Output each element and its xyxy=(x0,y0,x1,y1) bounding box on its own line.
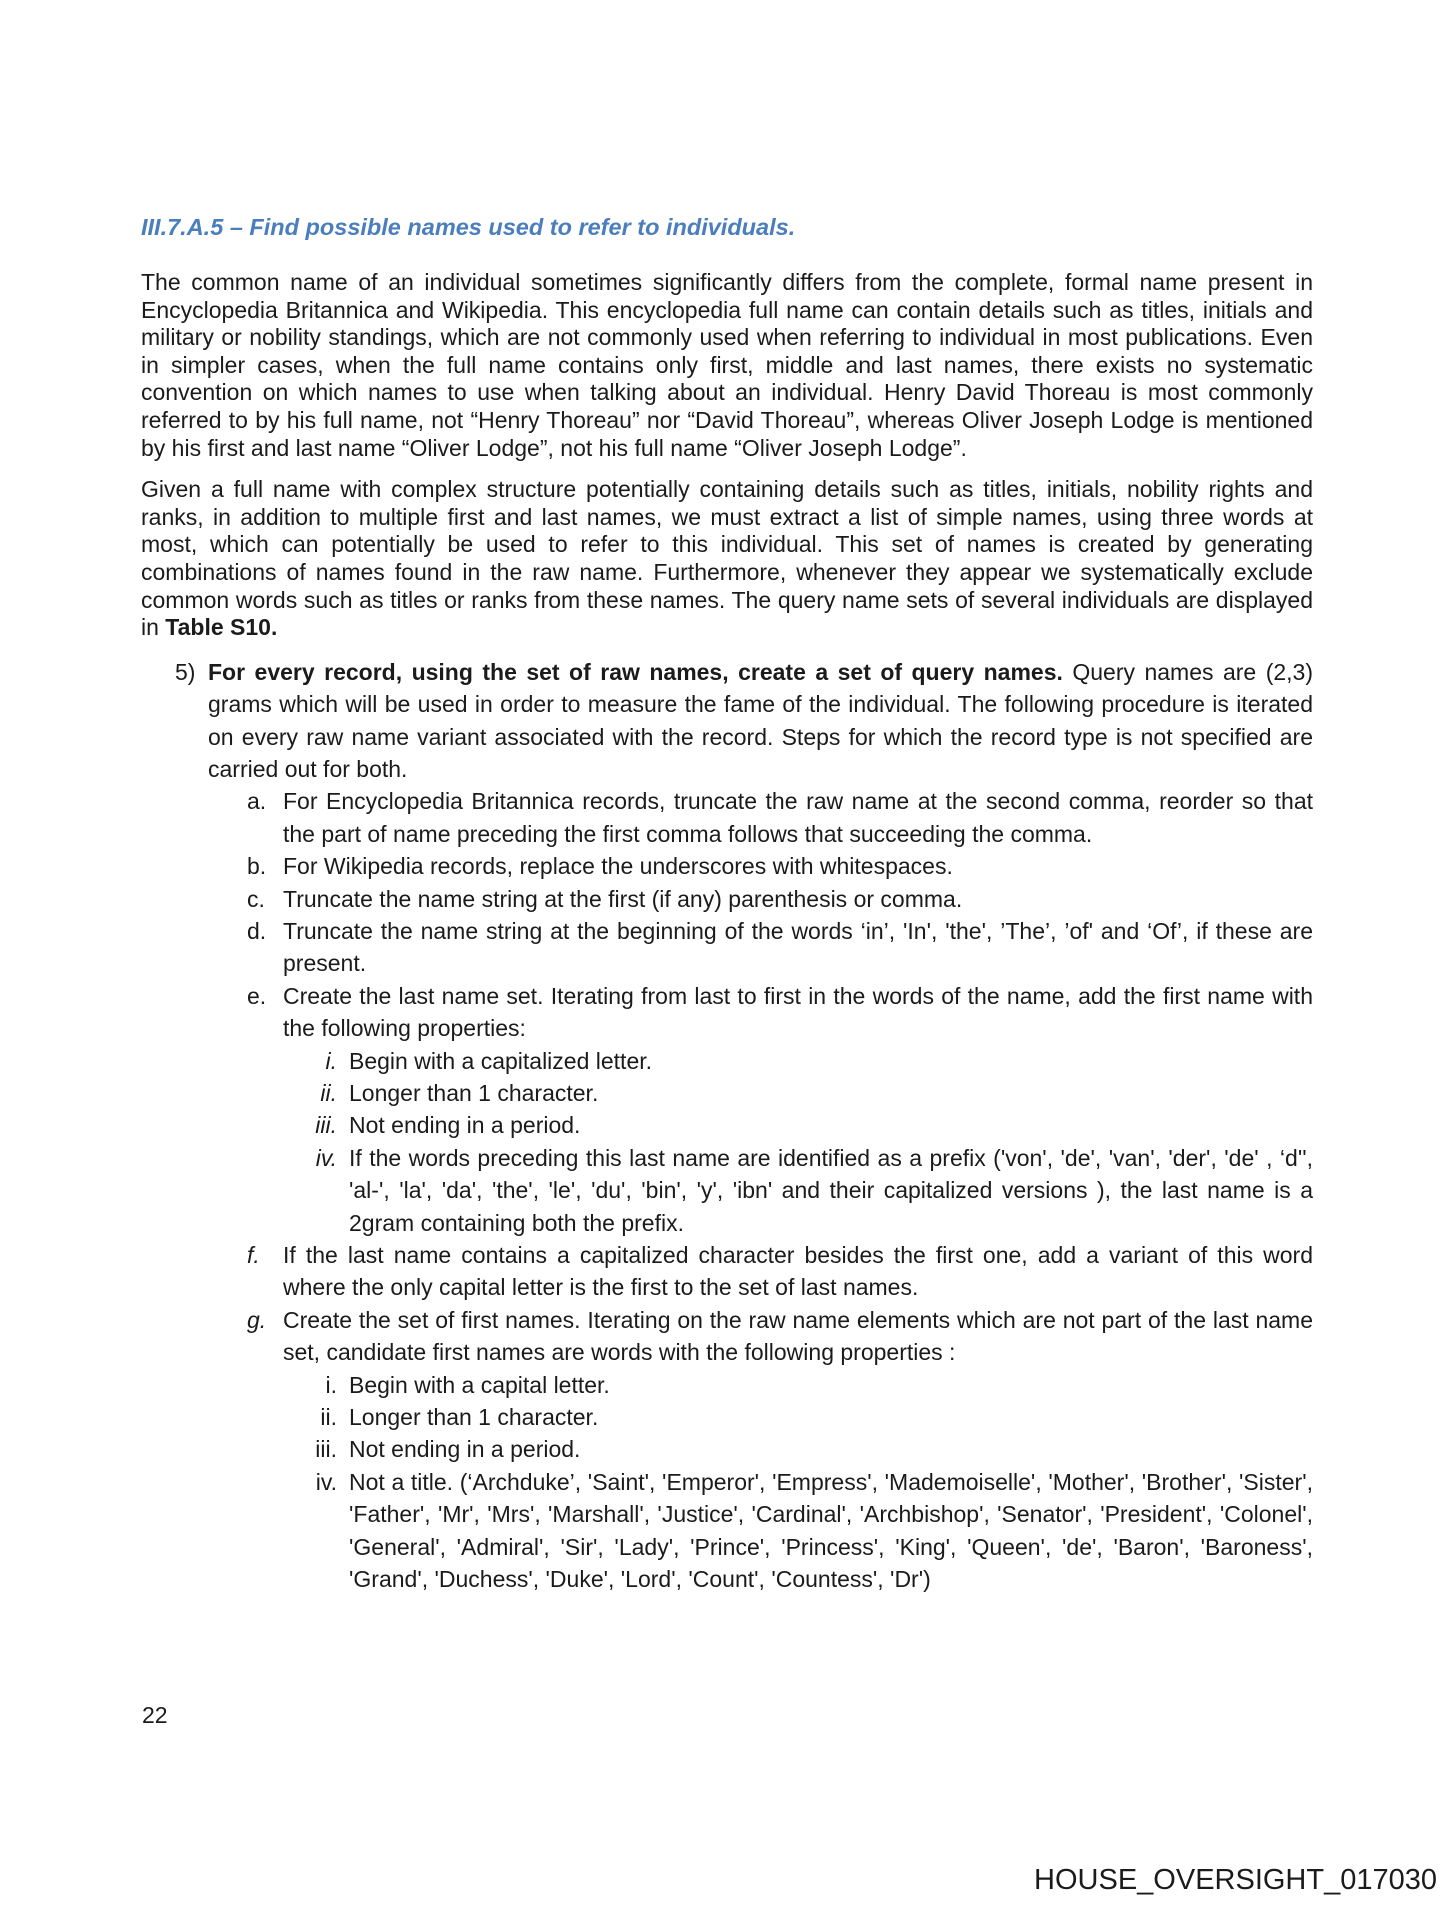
list-item-c xyxy=(141,883,1313,915)
list-marker-g-iv: iv. xyxy=(315,1468,337,1495)
procedure-list xyxy=(141,656,1313,1596)
list-marker-g-iii: iii. xyxy=(315,1436,337,1463)
list-item-g-ii xyxy=(141,1401,1313,1433)
list-item-g-iv-text: Not a title. (‘Archduke’, 'Saint', 'Emperor', 'Empress', 'Mademoiselle', 'Mother', 'Brother', 'Sister', 'Father', 'Mr', 'Mrs', 'Marshall', 'Justice', 'Cardinal', 'Archbishop', 'Senator', 'President', 'Colonel', 'General', 'Admiral', 'Sir', 'Lady', 'Prince', 'Princess', 'King', 'Queen', 'de', 'Baron', 'Baroness', 'Grand', 'Duchess', 'Duke', 'Lord', 'Count', 'Countess', 'Dr') xyxy=(349,1468,1313,1593)
list-item-g-ii-text: Longer than 1 character. xyxy=(349,1404,599,1431)
table-reference: Table S10. xyxy=(165,614,278,641)
list-item-e-iv xyxy=(141,1142,1313,1239)
list-marker-e-iii: iii. xyxy=(315,1112,337,1139)
list-item-g-iv xyxy=(141,1466,1313,1596)
paragraph-method xyxy=(141,476,1313,642)
list-marker-d: d. xyxy=(247,917,267,944)
paragraph-intro: The common name of an individual sometimes significantly differs from the complete, formal name present in Encyclopedia Britannica and Wikipedia. This encyclopedia full name can contain details such as titles, initials and military or nobility standings, which are not commonly used when referring to individual in most publications. Even in simpler cases, when the full name contains only first, middle and last names, there exists no systematic convention on which names to use when talking about an individual. Henry David Thoreau is most commonly referred to by his full name, not “Henry Thoreau” nor “David Thoreau”, whereas Oliver Joseph Lodge is mentioned by his first and last name “Oliver Lodge”, not his full name “Oliver Joseph Lodge”. xyxy=(141,269,1313,461)
list-item-g xyxy=(141,1304,1313,1369)
list-item-5-body: Query names are (2,3) grams which will be used in order to measure the fame of the individual. The following procedure is iterated on every raw name variant associated with the record. Steps for which the record type is not specified are carried out for both. xyxy=(208,658,1313,782)
list-item-b-text: For Wikipedia records, replace the underscores with whitespaces. xyxy=(283,853,953,880)
list-marker-g-ii: ii. xyxy=(320,1404,337,1431)
list-marker-g-i: i. xyxy=(325,1371,337,1398)
list-marker-f: f. xyxy=(247,1242,260,1269)
list-item-e-iii xyxy=(141,1109,1313,1141)
page-number: 22 xyxy=(142,1702,168,1728)
list-item-g-text: Create the set of first names. Iterating on the raw name elements which are not part of the last name set, candidate first names are words with the following properties : xyxy=(283,1306,1313,1366)
list-marker-c: c. xyxy=(247,885,265,912)
list-item-e-i xyxy=(141,1045,1313,1077)
bates-stamp: HOUSE_OVERSIGHT_017030 xyxy=(1034,1864,1437,1896)
list-item-g-iii xyxy=(141,1433,1313,1465)
list-item-d xyxy=(141,915,1313,980)
list-marker-5: 5) xyxy=(175,658,196,685)
list-item-a-text: For Encyclopedia Britannica records, truncate the raw name at the second comma, reorder so that the part of name preceding the first comma follows that succeeding the comma. xyxy=(283,788,1313,847)
list-marker-e-i: i. xyxy=(325,1047,337,1074)
list-marker-a: a. xyxy=(247,788,267,815)
paragraph-method-text: Given a full name with complex structure potentially containing details such as titles, initials, nobility rights and ranks, in addition to multiple first and last names, we must extract a list of simple names, using three words at most, which can potentially be used to refer to this individual. This set of names is created by generating combinations of names found in the raw name. Furthermore, whenever they appear we systematically exclude common words such as titles or ranks from these names. The query name sets of several individuals are displayed in xyxy=(141,476,1313,641)
list-item-a xyxy=(141,785,1313,850)
list-item-g-i xyxy=(141,1369,1313,1401)
list-marker-e-ii: ii. xyxy=(320,1080,337,1106)
list-item-c-text: Truncate the name string at the first (if any) parenthesis or comma. xyxy=(283,885,963,912)
page-content xyxy=(141,212,1313,1596)
list-item-5 xyxy=(141,656,1313,786)
list-item-e-i-text: Begin with a capitalized letter. xyxy=(349,1047,653,1074)
list-item-e-iv-text: If the words preceding this last name are identified as a prefix ('von', 'de', 'van', 'der', 'de' , ‘d'', 'al-', 'la', 'da', 'the', 'le', 'du', 'bin', 'y', 'ibn' and their capitalized versions ), the last name is a 2gram containing both the prefix. xyxy=(349,1144,1313,1236)
list-item-e-ii xyxy=(141,1077,1313,1109)
list-item-e-iii-text: Not ending in a period. xyxy=(349,1112,581,1139)
list-item-f-text: If the last name contains a capitalized character besides the first one, add a variant of this word where the only capital letter is the first to the set of last names. xyxy=(283,1242,1313,1301)
list-item-g-iii-text: Not ending in a period. xyxy=(349,1436,581,1463)
list-item-e-text: Create the last name set. Iterating from last to first in the words of the name, add the first name with the following properties: xyxy=(283,982,1313,1042)
list-item-5-lead: For every record, using the set of raw names, create a set of query names. xyxy=(208,658,1063,685)
list-item-e xyxy=(141,980,1313,1045)
list-marker-e: e. xyxy=(247,982,267,1009)
list-item-b xyxy=(141,850,1313,882)
list-marker-b: b. xyxy=(247,853,267,880)
list-item-e-ii-text: Longer than 1 character. xyxy=(349,1080,599,1106)
list-item-g-i-text: Begin with a capital letter. xyxy=(349,1371,610,1398)
list-marker-e-iv: iv. xyxy=(315,1144,337,1171)
section-heading: III.7.A.5 – Find possible names used to refer to individuals. xyxy=(141,214,796,240)
list-item-d-text: Truncate the name string at the beginning of the words ‘in’, 'In', 'the', ’The’, ’of' and ‘Of’, if these are present. xyxy=(283,917,1313,977)
list-item-f xyxy=(141,1239,1313,1304)
list-marker-g: g. xyxy=(247,1306,267,1333)
